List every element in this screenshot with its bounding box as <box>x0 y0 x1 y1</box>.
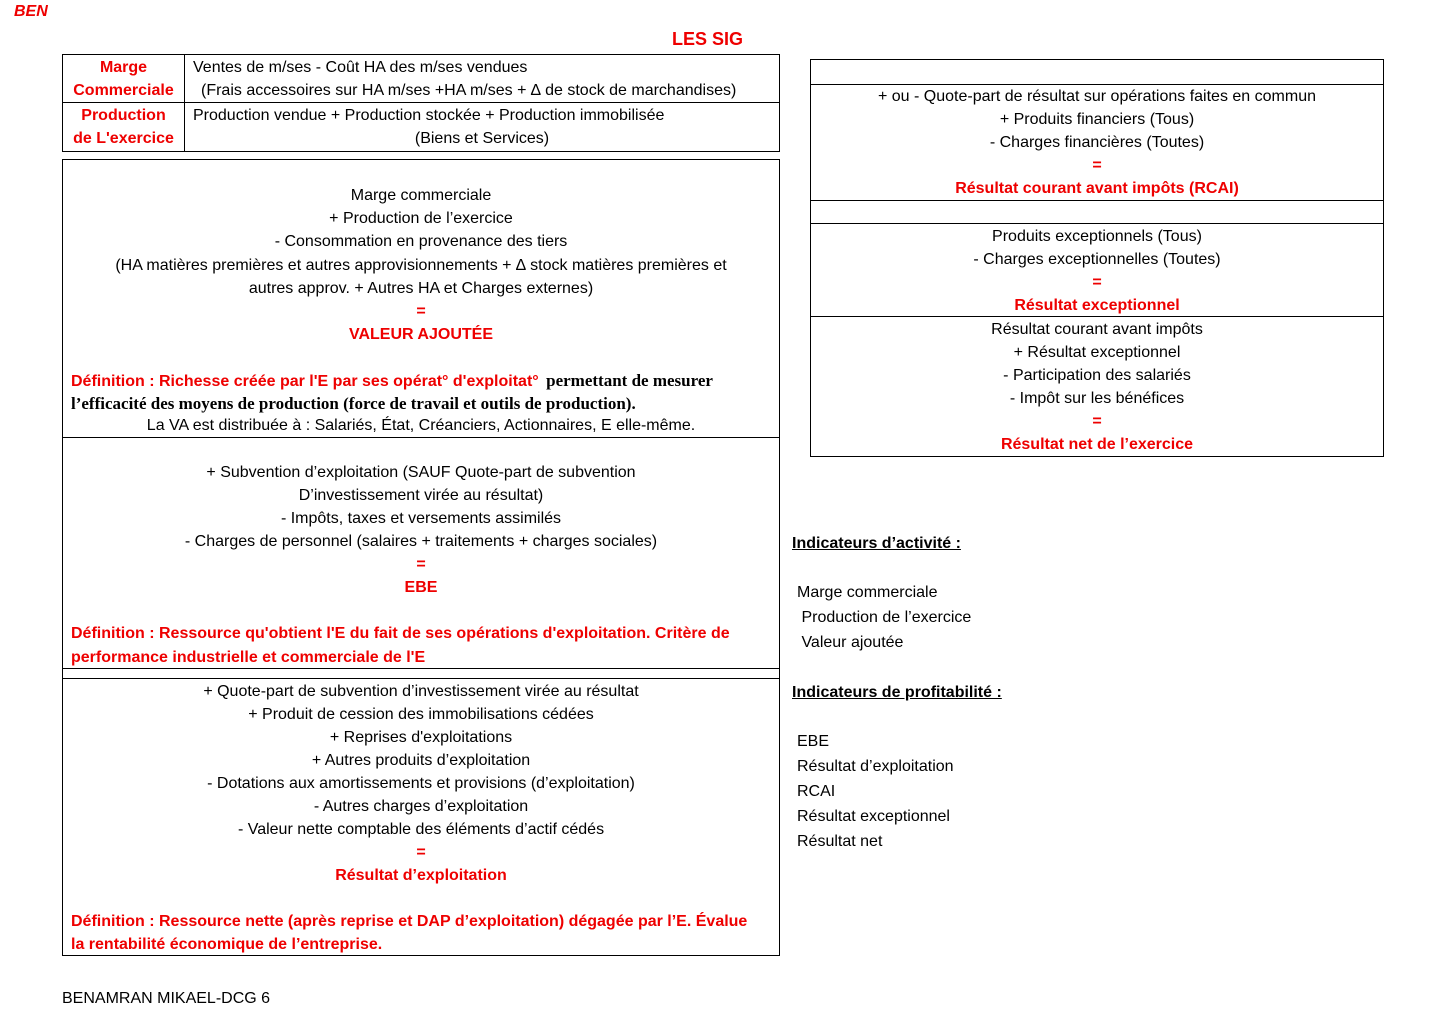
marge-commerciale-label <box>63 56 184 102</box>
ebe-line-4: - Charges de personnel (salaires + traitements + charges sociales) <box>184 533 658 550</box>
rnet-line-3: - Participation des salariés <box>1003 367 1191 384</box>
rexc-line-2: - Charges exceptionnelles (Toutes) <box>973 251 1221 268</box>
rexc-result: Résultat exceptionnel <box>1014 297 1180 314</box>
top-table <box>62 54 780 152</box>
va-line-1: Marge commerciale <box>350 187 492 204</box>
profitability-indicator-item: Résultat d’exploitation <box>797 758 954 775</box>
va-result: VALEUR AJOUTÉE <box>348 326 493 343</box>
rcai-line-2: + Produits financiers (Tous) <box>999 111 1195 128</box>
rnet-line-1: Résultat courant avant impôts <box>991 321 1203 338</box>
va-distribution: La VA est distribuée à : Salariés, État, Créanciers, Actionnaires, E elle-même. <box>146 417 696 434</box>
ebe-definition-line-1: Définition : Ressource qu'obtient l'E du fait de ses opérations d'exploitation. Critère de <box>71 625 730 642</box>
ebe-rex-divider-1 <box>63 668 779 669</box>
author-tag: BEN <box>14 3 48 20</box>
footer-author: BENAMRAN MIKAEL-DCG 6 <box>62 990 271 1007</box>
activity-indicator-item: Marge commerciale <box>797 584 938 601</box>
row-divider <box>63 102 779 103</box>
profitability-indicators-title: Indicateurs de profitabilité : <box>792 684 1002 701</box>
rcai-line-1: + ou - Quote-part de résultat sur opérations faites en commun <box>877 88 1316 105</box>
activity-indicator-item: Valeur ajoutée <box>797 634 904 651</box>
rex-line-6: - Autres charges d’exploitation <box>313 798 529 815</box>
ebe-result: EBE <box>404 579 438 596</box>
rnet-result: Résultat net de l’exercice <box>1000 436 1194 453</box>
rexc-rnet-divider <box>811 316 1383 317</box>
activity-indicators-title: Indicateurs d’activité : <box>792 535 961 552</box>
rexc-equals: = <box>1092 274 1102 291</box>
ebe-definition-line-2: performance industrielle et commerciale de l'E <box>71 649 426 666</box>
ebe-line-3: - Impôts, taxes et versements assimilés <box>280 510 562 527</box>
va-definition-label: Définition : Richesse créée par l'E par ses opérat° d'exploitat° <box>71 373 539 390</box>
profitability-indicator-item: RCAI <box>797 783 836 800</box>
rex-line-5: - Dotations aux amortissements et provisions (d’exploitation) <box>207 775 635 792</box>
va-equals: = <box>416 303 426 320</box>
rex-line-1: + Quote-part de subvention d’investissement virée au résultat <box>203 683 639 700</box>
profitability-indicator-item: EBE <box>797 733 830 750</box>
rcai-line-3: - Charges financières (Toutes) <box>989 134 1205 151</box>
rex-line-4: + Autres produits d’exploitation <box>311 752 531 769</box>
marge-label-line-1: Marge <box>99 59 148 76</box>
page-title: LES SIG <box>672 29 744 49</box>
marge-label-line-2: Commerciale <box>73 82 174 99</box>
rex-line-3: + Reprises d'exploitations <box>329 729 513 746</box>
rex-result: Résultat d’exploitation <box>335 867 507 884</box>
production-label-line-1: Production <box>81 107 166 124</box>
production-exercice-label <box>63 104 184 150</box>
rex-definition-line-1: Définition : Ressource nette (après reprise et DAP d’exploitation) dégagée par l’E. Évalue <box>71 913 748 930</box>
va-line-2: + Production de l’exercice <box>329 210 513 227</box>
left-sig-box <box>62 159 780 956</box>
marge-formula-line-1: Ventes de m/ses - Coût HA des m/ses vendues <box>193 59 528 76</box>
va-line-3: - Consommation en provenance des tiers <box>274 233 568 250</box>
rcai-rexc-divider-1 <box>811 200 1383 201</box>
ebe-line-2: D’investissement virée au résultat) <box>298 487 544 504</box>
rcai-rexc-divider-2 <box>811 223 1383 224</box>
rex-definition-line-2: la rentabilité économique de l’entreprise. <box>71 936 383 953</box>
ebe-rex-divider-2 <box>63 678 779 679</box>
production-formula-line-2: (Biens et Services) <box>414 130 550 147</box>
va-line-4: (HA matières premières et autres approvisionnements + ∆ stock matières premières et <box>115 257 727 274</box>
ebe-equals: = <box>416 556 426 573</box>
va-definition-text-1: permettant de mesurer <box>546 371 713 390</box>
rexc-line-1: Produits exceptionnels (Tous) <box>992 228 1202 245</box>
rnet-equals: = <box>1092 413 1102 430</box>
rnet-line-2: + Résultat exceptionnel <box>1013 344 1181 361</box>
rnet-line-4: - Impôt sur les bénéfices <box>1009 390 1185 407</box>
rex-line-7: - Valeur nette comptable des éléments d’actif cédés <box>237 821 605 838</box>
va-definition-line-1 <box>71 369 771 393</box>
ebe-line-1: + Subvention d’exploitation (SAUF Quote-part de subvention <box>206 464 636 481</box>
activity-indicator-item: Production de l’exercice <box>797 609 972 626</box>
profitability-indicator-item: Résultat exceptionnel <box>797 808 950 825</box>
right-sig-box <box>810 59 1384 457</box>
rcai-equals: = <box>1092 157 1102 174</box>
rex-line-2: + Produit de cession des immobilisations cédées <box>248 706 594 723</box>
production-label-line-2: de L'exercice <box>73 130 174 147</box>
va-ebe-divider <box>63 437 779 438</box>
va-line-5: autres approv. + Autres HA et Charges externes) <box>248 280 594 297</box>
rex-equals: = <box>416 844 426 861</box>
marge-formula-line-2: (Frais accessoires sur HA m/ses +HA m/ses + ∆ de stock de marchandises) <box>201 82 737 99</box>
rcai-result: Résultat courant avant impôts (RCAI) <box>955 180 1239 197</box>
production-formula-line-1: Production vendue + Production stockée + Production immobilisée <box>193 107 665 124</box>
profitability-indicator-item: Résultat net <box>797 833 883 850</box>
va-definition-text-2: l’efficacité des moyens de production (force de travail et outils de production). <box>71 394 636 413</box>
